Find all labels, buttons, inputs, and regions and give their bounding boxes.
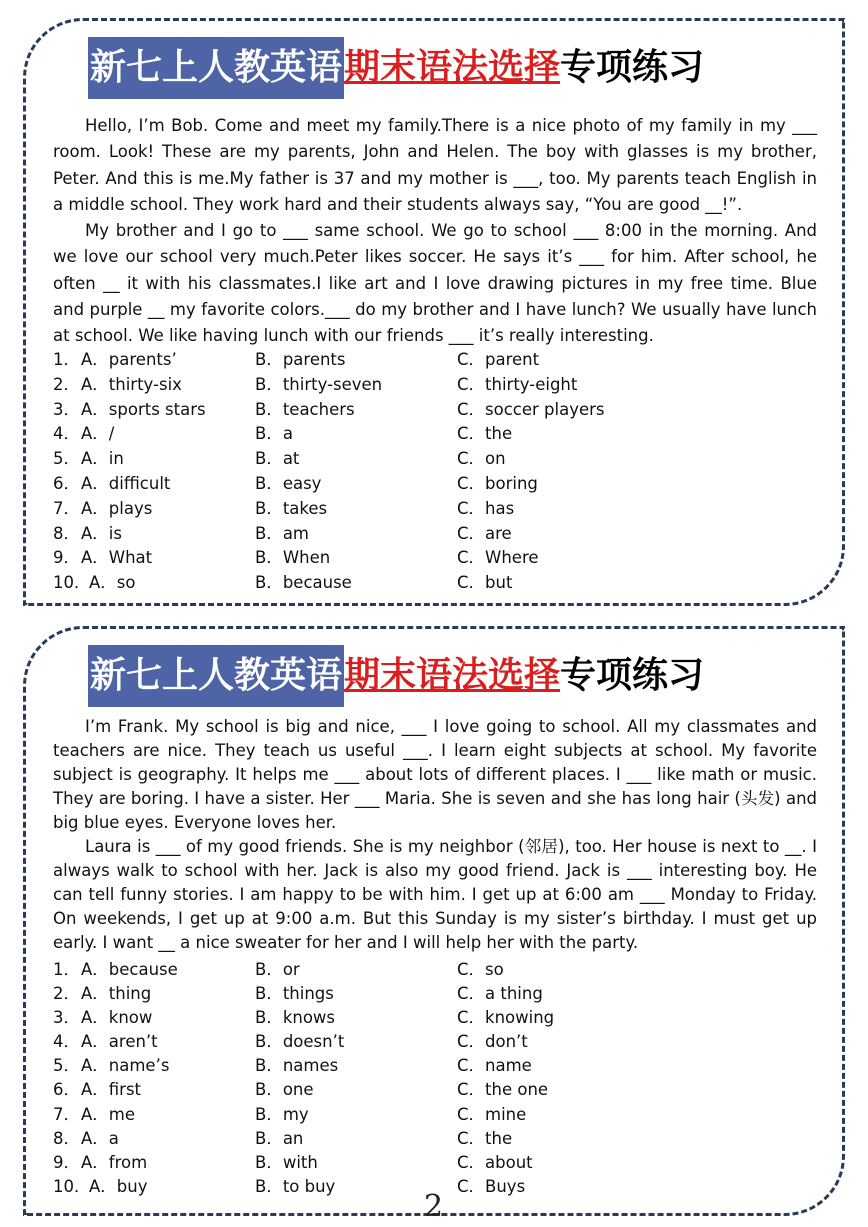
reading-passage — [53, 113, 817, 350]
question-options — [53, 422, 817, 447]
passage-paragraph: Laura is ___ of my good friends. She is my neighbor (邻居), too. Her house is next to __. I always walk to school with her. Jack is also my good friend. Jack is ___ interesting boy. He can tell funny stories. I am happy to be with him. I get up at 6:00 am ___ Monday to Friday. On weekends, I get up at 9:00 a.m. But this Sunday is my sister’s birthday. I must get up early. I want __ a nice sweater for her and I will help her with the party. — [53, 837, 817, 952]
title-suffix: 专项练习 — [560, 655, 705, 696]
option-a: A．so — [89, 573, 136, 593]
question-options — [53, 1151, 817, 1175]
option-b: B．with — [255, 1152, 318, 1172]
question-options — [53, 522, 817, 547]
passage-paragraph: My brother and I go to ___ same school. We go to school ___ 8:00 in the morning. And we love our school very much.Peter likes soccer. He says it’s ___ for him. After school, he often __ it with his classmates.I like art and I love drawing pictures in my free time. Blue and purple __ my favorite colors.___ do my brother and I have lunch? We usually have lunch at school. We like having lunch with our friends ___ it’s really interesting. — [53, 221, 817, 346]
option-b: B．or — [255, 960, 300, 979]
title-emphasis: 期末语法选择 — [344, 655, 561, 696]
option-b: B．a — [255, 424, 293, 444]
option-a: A．plays — [81, 498, 153, 518]
option-c: C．about — [457, 1152, 533, 1172]
option-c: C．Buys — [457, 1176, 526, 1196]
option-b: B．easy — [255, 473, 322, 493]
option-c: C．knowing — [457, 1008, 555, 1028]
option-c: C．parent — [457, 350, 540, 369]
option-a: A．sports stars — [81, 399, 206, 419]
option-b: B．parents — [255, 350, 346, 369]
option-c: C．the one — [457, 1080, 549, 1100]
question-options — [53, 1078, 817, 1102]
option-c: C．so — [457, 960, 504, 979]
option-a: A．thing — [81, 984, 152, 1004]
question-number: 5． — [53, 449, 80, 469]
option-a: A．difficult — [81, 473, 171, 493]
question-options — [53, 1006, 817, 1030]
question-options — [53, 373, 817, 398]
option-a: A．from — [81, 1152, 148, 1172]
question-number: 7． — [53, 1104, 80, 1124]
page-number: 2 — [424, 1189, 444, 1224]
question-number: 4． — [53, 1032, 80, 1052]
option-b: B．When — [255, 548, 331, 568]
question-number: 2． — [53, 984, 80, 1004]
question-number: 10． — [53, 1176, 91, 1196]
option-c: C．mine — [457, 1104, 527, 1124]
option-c: C．soccer players — [457, 399, 605, 419]
question-number: 8． — [53, 523, 80, 543]
option-b: B．an — [255, 1128, 304, 1148]
question-number: 9． — [53, 1152, 80, 1172]
option-b: B．to buy — [255, 1176, 336, 1196]
option-a: A．buy — [89, 1176, 148, 1196]
option-c: C．the — [457, 1128, 513, 1148]
passage-paragraph: I’m Frank. My school is big and nice, ___ I love going to school. All my classmates and teachers are nice. They teach us useful ___. I learn eight subjects at school. My favorite subject is geography. It helps me ___ about lots of different places. I ___ like math or music. They are boring. I have a sister. Her ___ Maria. She is seven and she has long hair (头发) and big blue eyes. Everyone loves her. — [53, 717, 817, 832]
question-number: 1． — [53, 350, 80, 369]
option-a: A．in — [81, 449, 124, 469]
option-c: C．don’t — [457, 1032, 528, 1052]
option-b: B．knows — [255, 1008, 336, 1028]
question-options — [53, 1030, 817, 1054]
exercise-card-1 — [23, 18, 845, 606]
option-b: B．teachers — [255, 399, 355, 419]
question-options — [53, 982, 817, 1006]
question-options — [53, 497, 817, 522]
question-options — [53, 1054, 817, 1078]
question-number: 5． — [53, 1056, 80, 1076]
question-options — [53, 398, 817, 423]
section-title — [88, 39, 704, 97]
option-a: A．aren’t — [81, 1032, 158, 1052]
option-a: A．a — [81, 1128, 119, 1148]
question-options — [53, 447, 817, 472]
question-number: 3． — [53, 1008, 80, 1028]
option-c: C．has — [457, 498, 515, 518]
option-b: B．names — [255, 1056, 339, 1076]
option-c: C．on — [457, 449, 506, 469]
question-options — [53, 472, 817, 497]
question-options — [53, 571, 817, 596]
question-options — [53, 546, 817, 571]
question-number: 1． — [53, 960, 80, 979]
question-options — [53, 1127, 817, 1151]
answer-options-list — [53, 958, 817, 1199]
question-options — [53, 958, 817, 982]
option-a: A．know — [81, 1008, 153, 1028]
question-number: 9． — [53, 548, 80, 568]
question-number: 8． — [53, 1128, 80, 1148]
title-highlight: 新七上人教英语 — [88, 37, 344, 99]
option-c: C．a thing — [457, 984, 543, 1004]
question-number: 10． — [53, 573, 91, 593]
question-number: 6． — [53, 1080, 80, 1100]
answer-options-list — [53, 348, 817, 596]
option-c: C．Where — [457, 548, 539, 568]
option-b: B．am — [255, 523, 310, 543]
option-a: A．thirty-six — [81, 374, 182, 394]
passage-paragraph: Hello, I’m Bob. Come and meet my family.There is a nice photo of my family in my ___ room. Look! These are my parents, John and Helen. The boy with glasses is my brother, Peter. And this is me.My father is 37 and my mother is ___, too. My parents teach English in a middle school. They work hard and their students always say, “You are good __!”. — [53, 116, 817, 214]
option-a: A．What — [81, 548, 153, 568]
option-a: A．is — [81, 523, 122, 543]
option-a: A．because — [81, 960, 178, 979]
option-c: C．the — [457, 424, 513, 444]
exercise-card-2 — [23, 626, 845, 1216]
option-a: A．first — [81, 1080, 142, 1100]
question-options — [53, 1103, 817, 1127]
option-a: A．parents’ — [81, 350, 177, 369]
question-number: 4． — [53, 424, 80, 444]
option-b: B．takes — [255, 498, 328, 518]
option-b: B．one — [255, 1080, 314, 1100]
option-a: A．me — [81, 1104, 136, 1124]
reading-passage — [53, 715, 817, 955]
option-c: C．but — [457, 573, 513, 593]
option-b: B．thirty-seven — [255, 374, 383, 394]
option-a: A．name’s — [81, 1056, 170, 1076]
option-b: B．my — [255, 1104, 309, 1124]
option-b: B．doesn’t — [255, 1032, 345, 1052]
question-number: 7． — [53, 498, 80, 518]
option-c: C．are — [457, 523, 512, 543]
title-suffix: 专项练习 — [560, 47, 705, 88]
option-c: C．name — [457, 1056, 532, 1076]
title-highlight: 新七上人教英语 — [88, 645, 344, 707]
question-number: 2． — [53, 374, 80, 394]
title-emphasis: 期末语法选择 — [344, 47, 561, 88]
option-b: B．at — [255, 449, 300, 469]
option-b: B．things — [255, 984, 334, 1004]
option-b: B．because — [255, 573, 352, 593]
option-c: C．thirty-eight — [457, 374, 578, 394]
option-a: A．/ — [81, 424, 115, 444]
section-title — [88, 647, 704, 705]
question-number: 6． — [53, 473, 80, 493]
question-number: 3． — [53, 399, 80, 419]
option-c: C．boring — [457, 473, 538, 493]
question-options — [53, 348, 817, 373]
